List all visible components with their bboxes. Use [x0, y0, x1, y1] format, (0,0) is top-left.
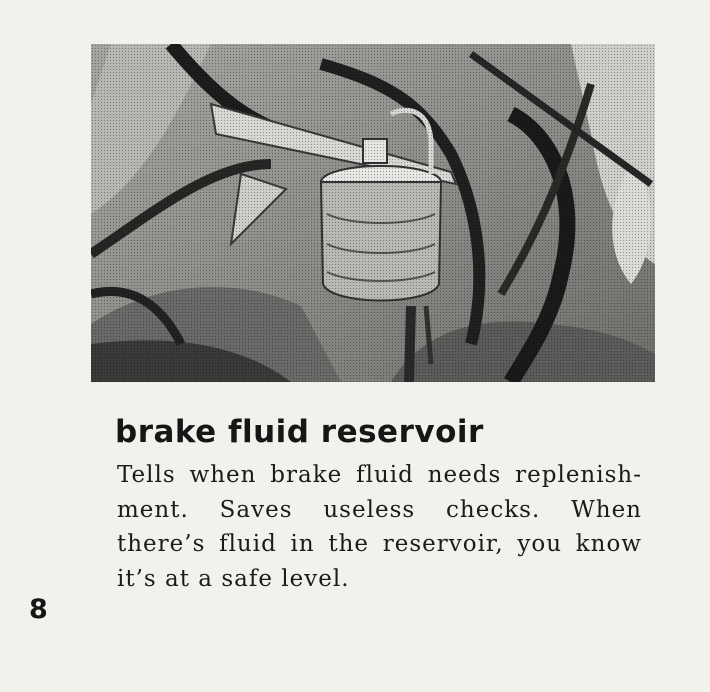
- body-line: it’s at a safe level.: [117, 565, 350, 592]
- page-number: 8: [29, 594, 48, 625]
- body-line: Tells when brake fluid needs replenish-: [117, 462, 642, 488]
- article-title: brake fluid reservoir: [115, 414, 484, 450]
- article-body: [117, 458, 642, 596]
- body-line: ment. Saves useless checks. When: [117, 496, 642, 523]
- brake-fluid-reservoir-photo: [91, 44, 655, 382]
- body-line: there’s fluid in the reservoir, you know: [117, 531, 642, 557]
